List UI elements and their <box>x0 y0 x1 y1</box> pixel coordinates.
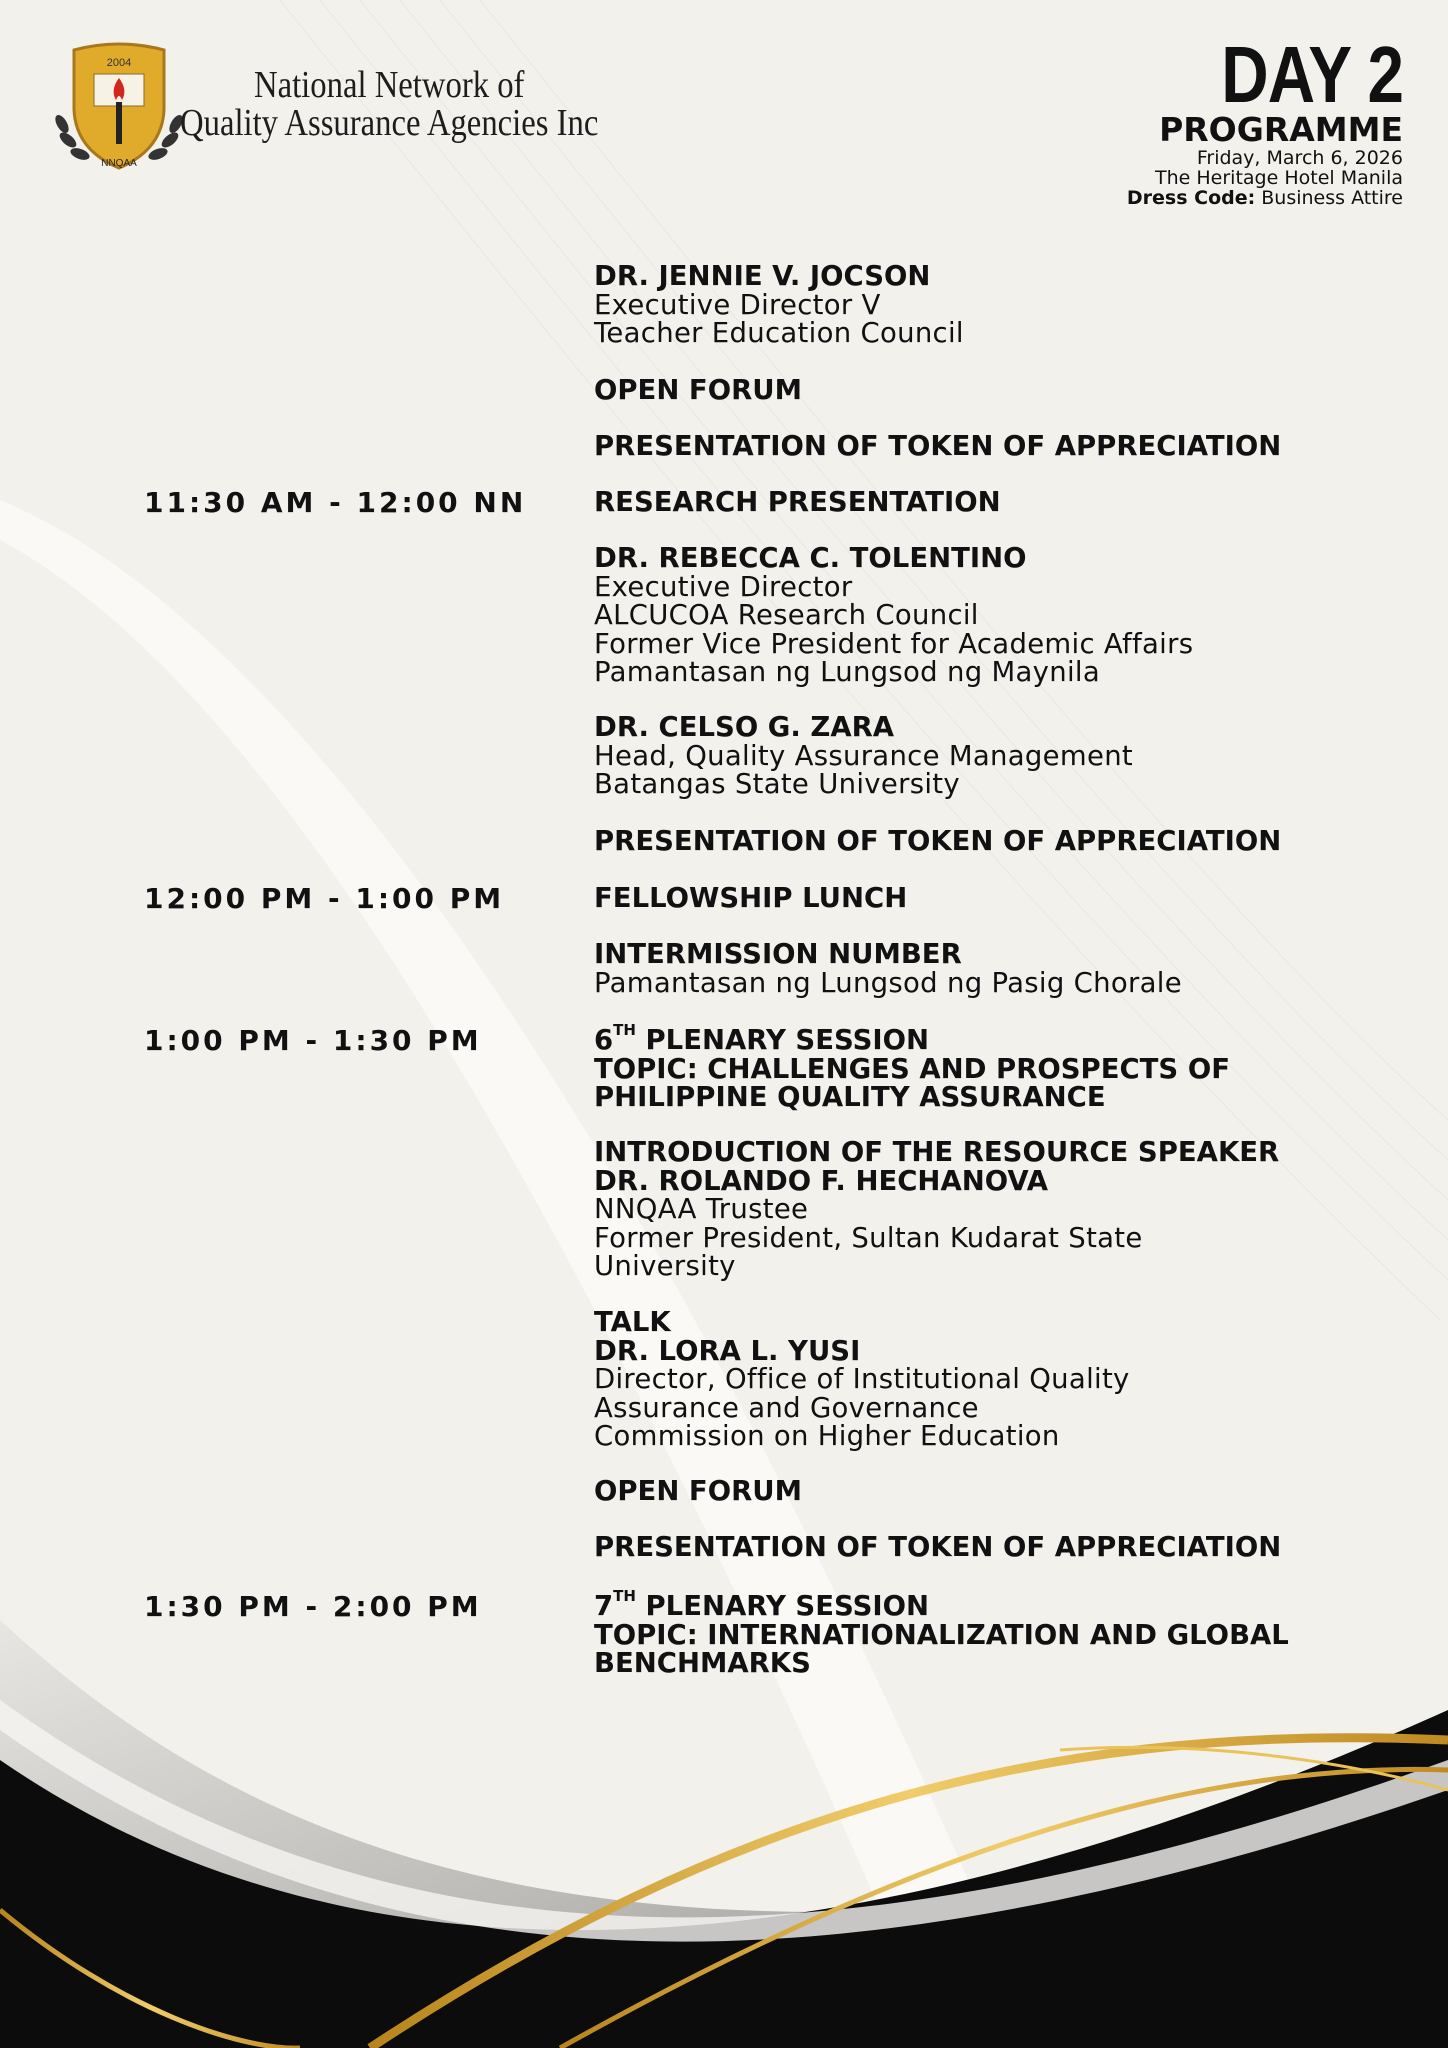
item-title: OPEN FORUM <box>594 1475 802 1507</box>
speaker-name: DR. CELSO G. ZARA <box>594 711 895 743</box>
dress-code-label: Dress Code: <box>1126 187 1256 209</box>
day-title: DAY 2 <box>1221 30 1403 119</box>
session-topic: TOPIC: INTERNATIONALIZATION AND GLOBAL <box>594 1618 1289 1651</box>
item-title: INTERMISSION NUMBER <box>594 938 962 970</box>
token-appreciation-1 <box>594 432 1354 461</box>
session-topic: PHILIPPINE QUALITY ASSURANCE <box>594 1081 1106 1113</box>
event-date: Friday, March 6, 2026 <box>1196 147 1403 169</box>
ordinal-suffix: TH <box>613 1587 636 1605</box>
item-title: PRESENTATION OF TOKEN OF APPRECIATION <box>594 430 1282 462</box>
organization-name <box>180 66 666 142</box>
open-forum-2 <box>594 1477 1354 1506</box>
intro-resource-speaker <box>594 1138 1354 1281</box>
time-slot: 12:00 PM - 1:00 PM <box>144 882 505 915</box>
intermission <box>594 940 1354 997</box>
time-slot: 1:30 PM - 2:00 PM <box>144 1590 482 1623</box>
speaker-line: Commission on Higher Education <box>594 1420 1060 1452</box>
session-label: PLENARY SESSION <box>635 1590 930 1622</box>
session-number: 7 <box>594 1590 614 1622</box>
session-number: 6 <box>594 1024 614 1056</box>
token-appreciation-3 <box>594 1533 1354 1562</box>
speaker-line: Batangas State University <box>594 768 960 800</box>
nnqaa-logo <box>44 40 194 180</box>
research-presentation <box>594 488 1354 517</box>
item-title: TALK <box>594 1306 671 1338</box>
org-name-line1: National Network of <box>254 64 525 106</box>
item-title: OPEN FORUM <box>594 374 802 406</box>
session-title <box>594 1587 1354 1622</box>
logo-year: 2004 <box>106 57 132 69</box>
plenary-session-7 <box>594 1587 1354 1679</box>
speaker-line: Assurance and Governance <box>594 1391 979 1424</box>
time-slot: 11:30 AM - 12:00 NN <box>144 486 527 519</box>
speaker-line: ALCUCOA Research Council <box>594 599 979 631</box>
item-title: PRESENTATION OF TOKEN OF APPRECIATION <box>594 1531 1282 1563</box>
title-block <box>1126 30 1403 209</box>
item-title: INTRODUCTION OF THE RESOURCE SPEAKER <box>594 1136 1280 1168</box>
org-name-line2: Quality Assurance Agencies Inc <box>180 102 599 144</box>
session-topic: BENCHMARKS <box>594 1647 811 1679</box>
item-title: PRESENTATION OF TOKEN OF APPRECIATION <box>594 825 1282 857</box>
torch-handle <box>116 102 122 144</box>
item-title: FELLOWSHIP LUNCH <box>594 882 908 914</box>
dress-code <box>1127 188 1403 208</box>
event-venue: The Heritage Hotel Manila <box>1155 167 1403 189</box>
speaker-line: Executive Director <box>594 570 853 603</box>
logo-acronym: NNQAA <box>101 158 137 169</box>
speaker-line: NNQAA Trustee <box>594 1193 809 1225</box>
session-label: PLENARY SESSION <box>635 1024 930 1056</box>
speaker-name: DR. ROLANDO F. HECHANOVA <box>594 1164 1049 1197</box>
fellowship-lunch <box>594 884 1354 913</box>
session-title <box>594 1021 1354 1056</box>
speaker-name: DR. REBECCA C. TOLENTINO <box>594 542 1027 574</box>
performer: Pamantasan ng Lungsod ng Pasig Chorale <box>594 966 1182 999</box>
speaker-line: Head, Quality Assurance Management <box>594 739 1134 772</box>
dress-code-value: Business Attire <box>1261 187 1403 209</box>
time-slot: 1:00 PM - 1:30 PM <box>144 1024 482 1057</box>
speaker-org: Teacher Education Council <box>594 317 964 349</box>
speaker-line: University <box>594 1250 736 1282</box>
speaker-line: Former Vice President for Academic Affairs <box>594 627 1194 660</box>
open-forum-1 <box>594 376 1354 405</box>
speaker-name: DR. LORA L. YUSI <box>594 1334 861 1367</box>
session-topic: TOPIC: CHALLENGES AND PROSPECTS OF <box>594 1052 1230 1085</box>
speaker-line: Pamantasan ng Lungsod ng Maynila <box>594 656 1101 688</box>
speaker-line: Former President, Sultan Kudarat State <box>594 1221 1143 1254</box>
ordinal-suffix: TH <box>613 1021 636 1039</box>
speaker-line: Director, Office of Institutional Quality <box>594 1363 1130 1395</box>
speaker-jocson <box>594 262 1354 348</box>
item-title: RESEARCH PRESENTATION <box>594 486 1001 518</box>
programme-heading: PROGRAMME <box>1159 110 1403 149</box>
plenary-session-6 <box>594 1021 1354 1113</box>
talk <box>594 1308 1354 1451</box>
speaker-role: Executive Director V <box>594 288 881 321</box>
speaker-name: DR. JENNIE V. JOCSON <box>594 260 931 292</box>
token-appreciation-2 <box>594 827 1354 856</box>
speaker-zara <box>594 713 1354 799</box>
speaker-tolentino <box>594 544 1354 687</box>
